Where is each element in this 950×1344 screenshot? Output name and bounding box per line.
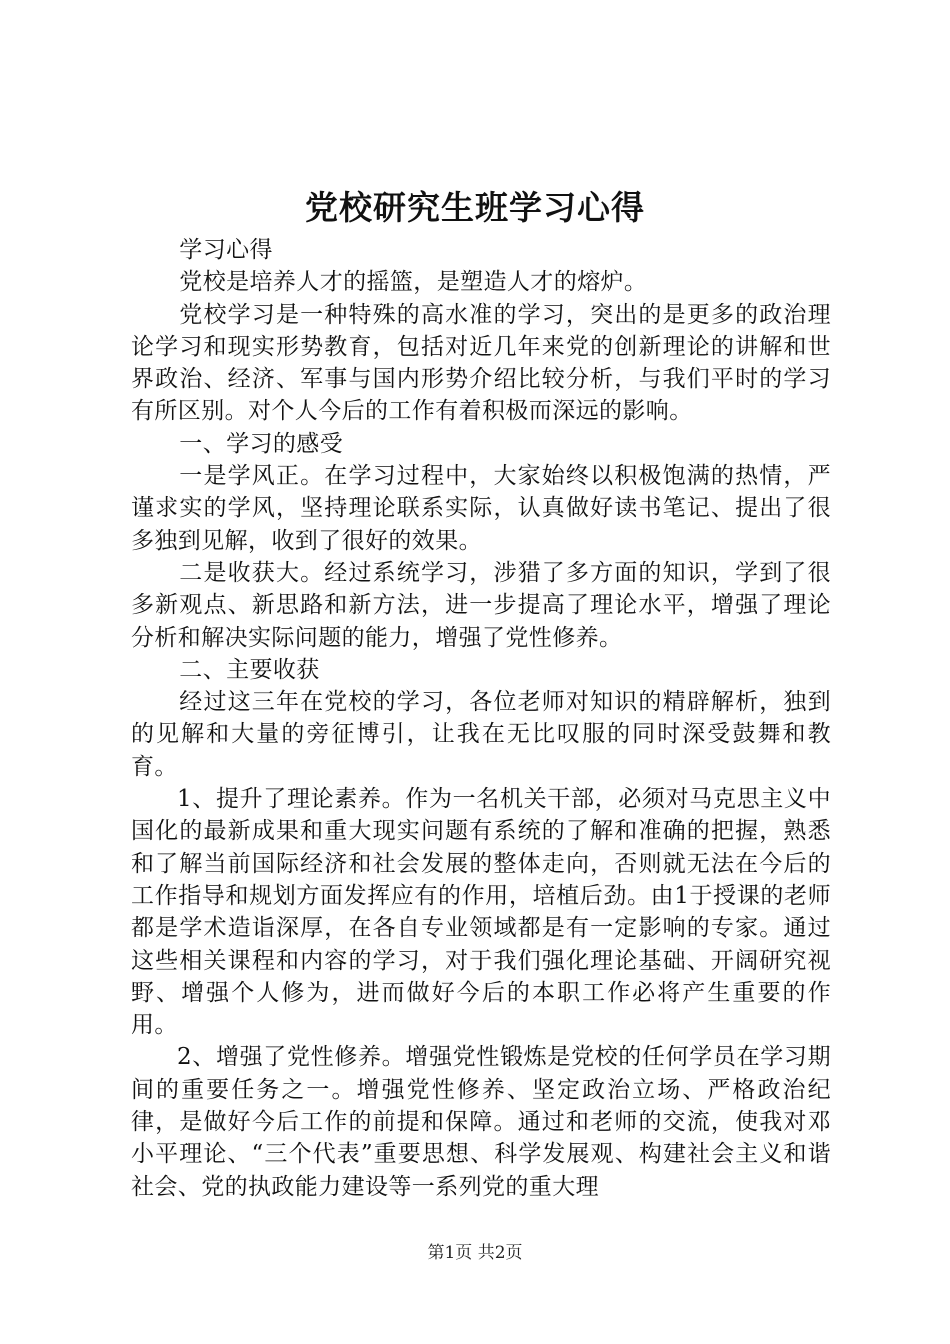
paragraph-study-style: 一是学风正。在学习过程中，大家始终以积极饱满的热情，严谨求实的学风，坚持理论联系实际，认真做好读书笔记、提出了很多独到见解，收到了很好的效果。: [131, 463, 831, 554]
paragraph-three-years: 经过这三年在党校的学习，各位老师对知识的精辟解析，独到的见解和大量的旁征博引，让我在无比叹服的同时深受鼓舞和教育。: [131, 689, 831, 780]
paragraph-big-harvest: 二是收获大。经过系统学习，涉猎了多方面的知识，学到了很多新观点、新思路和新方法，进一步提高了理论水平，增强了理论分析和解决实际问题的能力，增强了党性修养。: [131, 559, 831, 651]
paragraph-intro: 党校是培养人才的摇篮，是塑造人才的熔炉。: [179, 269, 648, 296]
section-heading-main-gains: 二、主要收获: [179, 656, 320, 683]
paragraph-heading-study-notes: 学习心得: [179, 237, 273, 263]
paragraph-party-spirit: 2、增强了党性修养。增强党性锻炼是党校的任何学员在学习期间的重要任务之一。增强党性修养、坚定政治立场、严格政治纪律，是做好今后工作的前提和保障。通过和老师的交流，使我对邓小平理论、“三个代表”重要思想、科学发展观、构建社会主义和谐社会、党的执政能力建设等一系列党的重大理: [131, 1044, 831, 1200]
paragraph-theory-literacy: 1、提升了理论素养。作为一名机关干部，必须对马克思主义中国化的最新成果和重大现实问题有系统的了解和准确的把握，熟悉和了解当前国际经济和社会发展的整体走向，否则就无法在今后的工作指导和规划方面发挥应有的作用，培植后劲。由1于授课的老师都是学术造诣深厚，在各自专业领域都是有一定影响的专家。通过这些相关课程和内容的学习，对于我们强化理论基础、开阔研究视野、增强个人修为，进而做好今后的本职工作必将产生重要的作用。: [131, 786, 831, 1039]
document-body: [131, 234, 831, 1203]
page-footer: 第1页 共2页: [427, 1243, 523, 1263]
paragraph-party-school-study: 党校学习是一种特殊的高水准的学习，突出的是更多的政治理论学习和现实形势教育，包括对近几年来党的创新理论的讲解和世界政治、经济、军事与国内形势介绍比较分析，与我们平时的学习有所区别。对个人今后的工作有着积极而深远的影响。: [131, 301, 831, 425]
document-title: 党校研究生班学习心得: [305, 188, 645, 227]
section-heading-feelings: 一、学习的感受: [179, 430, 344, 457]
